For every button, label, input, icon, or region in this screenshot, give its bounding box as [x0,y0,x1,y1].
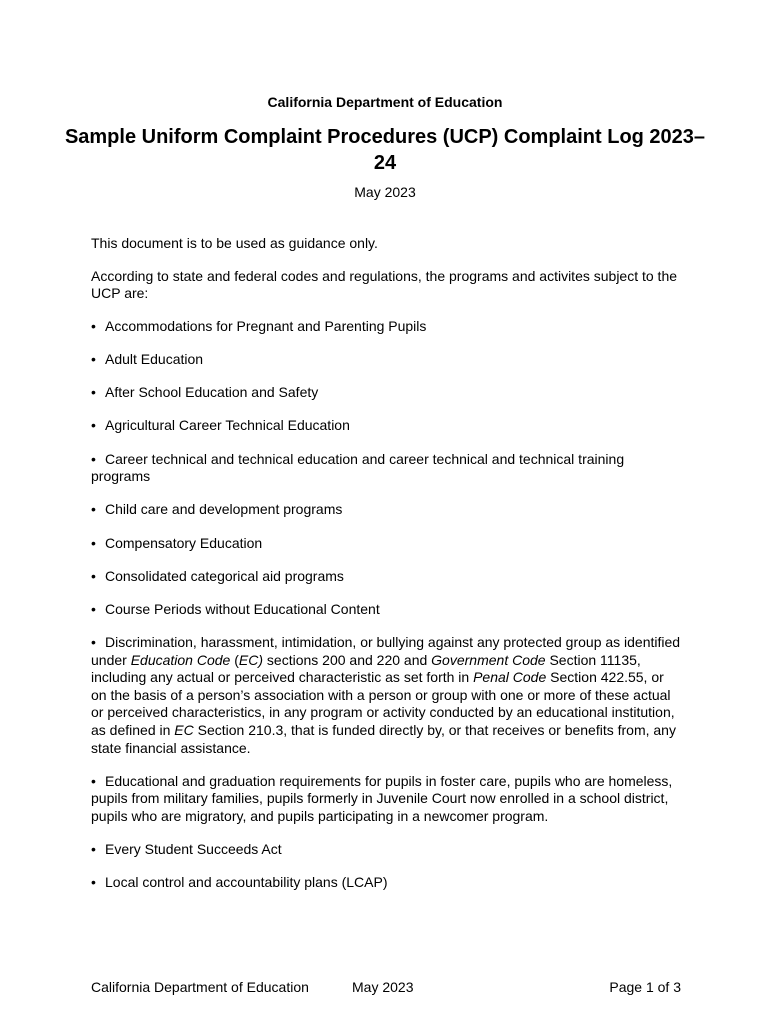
document-title: Sample Uniform Complaint Procedures (UCP) Complaint Log 2023–24 [64,126,706,174]
bullet-icon: • [91,841,96,858]
bullet-icon: • [91,567,96,584]
list-item: • Adult Education [91,350,204,367]
bullet-icon: • [91,350,96,367]
footer-page-number: Page 1 of 3 [609,979,681,995]
bullet-icon: • [91,634,96,651]
list-item: • After School Education and Safety [91,384,319,401]
bullet-icon: • [91,874,96,891]
list-item: • Educational and graduation requirements for pupils in foster care, pupils who are homeless, pupils from military families, pupils formerly in Juvenile Court now enrolled in a school district, pupils who are migratory, and pupils participating in a newcomer program. [91,772,673,824]
bullet-icon: • [91,417,96,434]
list-item: • Course Periods without Educational Content [91,600,380,617]
bullet-icon: • [91,600,96,617]
footer-date: May 2023 [352,979,414,995]
document-body [91,235,681,908]
list-item: • Career technical and technical education and career technical and technical training programs [91,450,625,485]
footer-department: California Department of Education [91,979,309,995]
programs-lead: According to state and federal codes and regulations, the programs and activites subject to the UCP are: [91,267,678,302]
bullet-icon: • [91,534,96,551]
list-item: • Compensatory Education [91,534,263,551]
list-item: • Every Student Succeeds Act [91,841,282,858]
list-item: • Child care and development programs [91,501,343,518]
bullet-icon: • [91,501,96,518]
list-item-discrimination: • Discrimination, harassment, intimidation, or bullying against any protected group as identified under Education Code (EC) sections 200 and 220 and Government Code Section 11135, including any actual or perceived characteristic as set forth in Penal Code Section 422.55, or on the basis of a person’s association with a person or group with one or more of these actual or perceived characteristics, in any program or activity conducted by an educational institution, as defined in EC Section 210.3, that is funded directly by, or that receives or benefits from, any state financial assistance. [91,634,681,756]
list-item: • Accommodations for Pregnant and Parenting Pupils [91,317,427,334]
organization-heading: California Department of Education [267,94,503,110]
list-item: • Agricultural Career Technical Education [91,417,350,434]
list-item: • Local control and accountability plans (LCAP) [91,874,388,891]
list-item: • Consolidated categorical aid programs [91,567,344,584]
bullet-icon: • [91,450,96,467]
document-date: May 2023 [354,184,416,200]
bullet-icon: • [91,772,96,789]
bullet-icon: • [91,317,96,334]
guidance-note: This document is to be used as guidance only. [91,235,378,251]
bullet-icon: • [91,384,96,401]
